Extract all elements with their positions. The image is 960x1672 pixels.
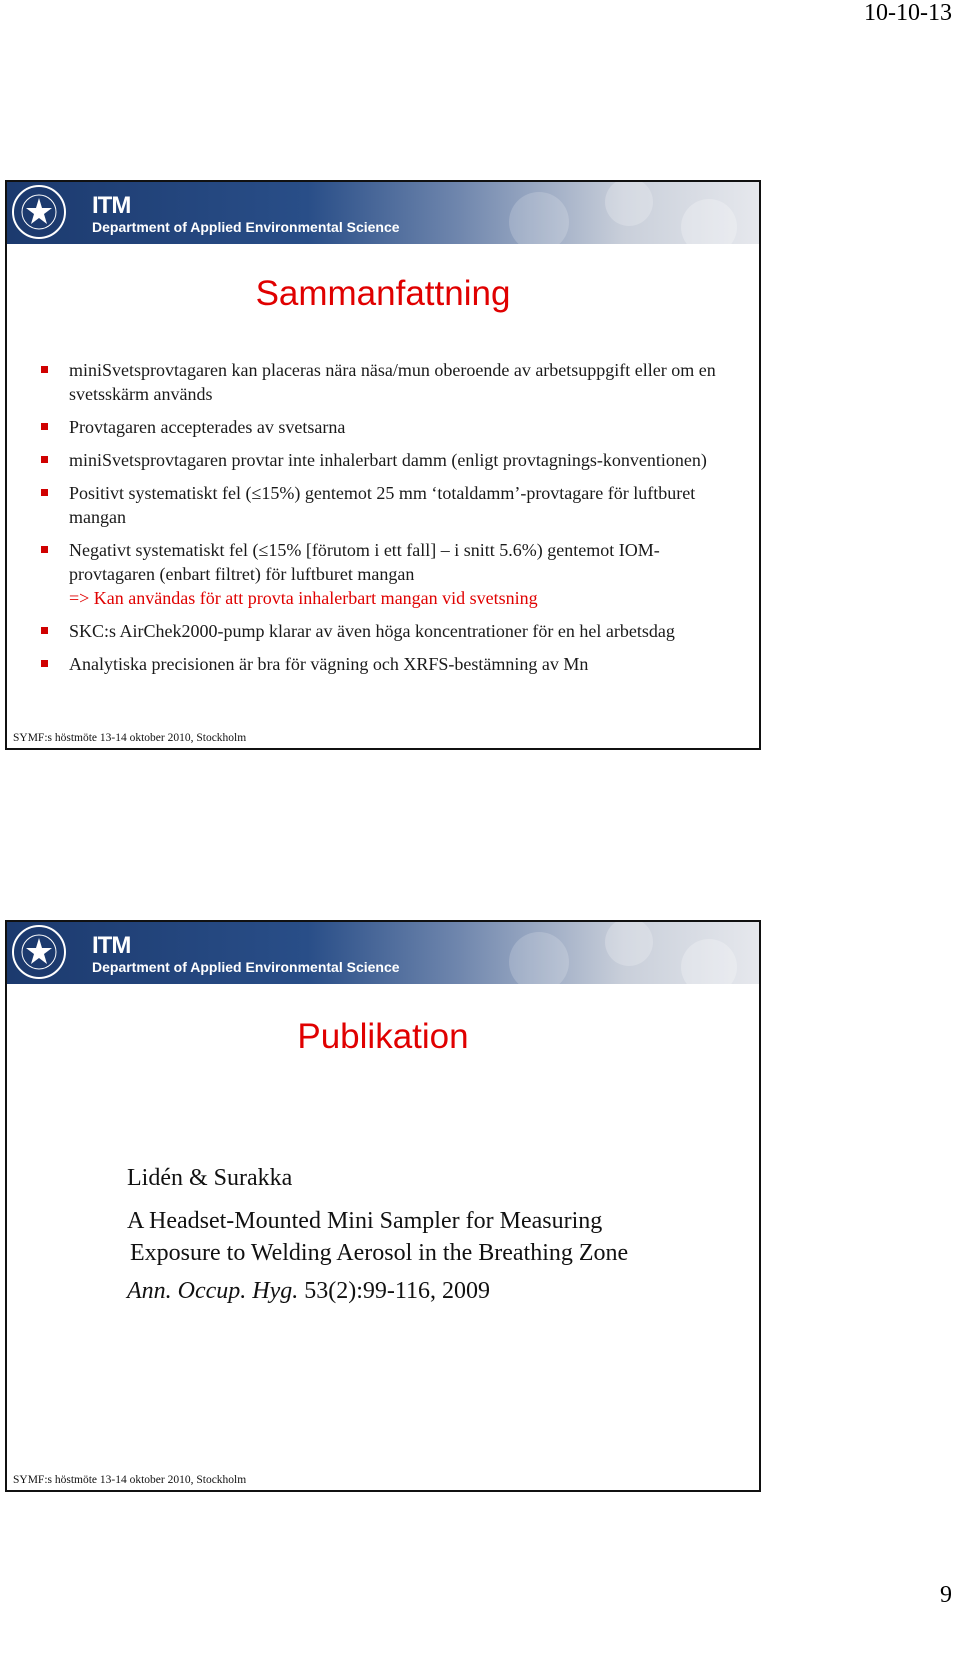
list-item bbox=[33, 415, 743, 439]
slide-summary bbox=[5, 180, 761, 750]
banner-decoration-icon bbox=[459, 922, 759, 984]
slide-header-banner bbox=[7, 182, 759, 244]
department-name: Department of Applied Environmental Science bbox=[92, 959, 400, 975]
publication-title-line-2: Exposure to Welding Aerosol in the Breathing Zone bbox=[130, 1240, 629, 1266]
bullet-square-icon bbox=[41, 423, 48, 430]
bullet-square-icon bbox=[41, 366, 48, 373]
slide-title: Sammanfattning bbox=[255, 274, 511, 313]
publication-authors: Lidén & Surakka bbox=[127, 1165, 293, 1191]
bullet-conclusion: => Kan användas för att provta inhalerbart mangan vid svetsning bbox=[69, 588, 538, 608]
bullet-text: Positivt systematiskt fel (≤15%) gentemot 25 mm ‘totaldamm’-provtagare för luftburet mangan bbox=[69, 483, 696, 527]
publication-reference bbox=[127, 1162, 628, 1307]
bullet-text: miniSvetsprovtagaren provtar inte inhalerbart damm (enligt provtagnings-konventionen) bbox=[69, 450, 707, 470]
list-item bbox=[33, 538, 743, 610]
bullet-text: SKC:s AirChek2000-pump klarar av även höga koncentrationer för en hel arbetsdag bbox=[69, 621, 675, 641]
bullet-text: Negativt systematiskt fel (≤15% [förutom i ett fall] – i snitt 5.6%) gentemot IOM-provtagaren (enbart filtret) för luftburet mangan bbox=[69, 540, 660, 584]
bullet-text: Provtagaren accepterades av svetsarna bbox=[69, 417, 346, 437]
bullet-square-icon bbox=[41, 546, 48, 553]
slide-header-banner bbox=[7, 922, 759, 984]
page-date: 10-10-13 bbox=[864, 0, 952, 26]
slide-title: Publikation bbox=[297, 1017, 469, 1056]
list-item bbox=[33, 619, 743, 643]
slide-publication bbox=[5, 920, 761, 1492]
list-item bbox=[33, 358, 743, 406]
list-item bbox=[33, 652, 743, 676]
list-item bbox=[33, 448, 743, 472]
bullet-square-icon bbox=[41, 456, 48, 463]
banner-decoration-icon bbox=[459, 182, 759, 244]
list-item bbox=[33, 481, 743, 529]
slide-footer: SYMF:s höstmöte 13-14 oktober 2010, Stockholm bbox=[13, 732, 247, 744]
page-number: 9 bbox=[940, 1582, 952, 1608]
bullet-text: Analytiska precisionen är bra för vägning och XRFS-bestämning av Mn bbox=[69, 654, 589, 674]
bullet-square-icon bbox=[41, 489, 48, 496]
publication-title-line-1: A Headset-Mounted Mini Sampler for Measuring bbox=[127, 1208, 603, 1234]
stockholm-university-seal-icon bbox=[9, 924, 69, 980]
slide-footer: SYMF:s höstmöte 13-14 oktober 2010, Stockholm bbox=[13, 1474, 247, 1486]
itm-logo-text: ITM bbox=[92, 932, 131, 959]
bullet-text: miniSvetsprovtagaren kan placeras nära näsa/mun oberoende av arbetsuppgift eller om en svetsskärm används bbox=[69, 360, 716, 404]
summary-bullet-list bbox=[33, 358, 743, 685]
citation-details: 53(2):99-116, 2009 bbox=[304, 1278, 491, 1304]
stockholm-university-seal-icon bbox=[9, 184, 69, 240]
bullet-square-icon bbox=[41, 660, 48, 667]
department-name: Department of Applied Environmental Science bbox=[92, 219, 400, 235]
itm-logo-text: ITM bbox=[92, 192, 131, 219]
bullet-square-icon bbox=[41, 627, 48, 634]
journal-name: Ann. Occup. Hyg. bbox=[127, 1278, 299, 1304]
publication-citation bbox=[127, 1275, 628, 1307]
